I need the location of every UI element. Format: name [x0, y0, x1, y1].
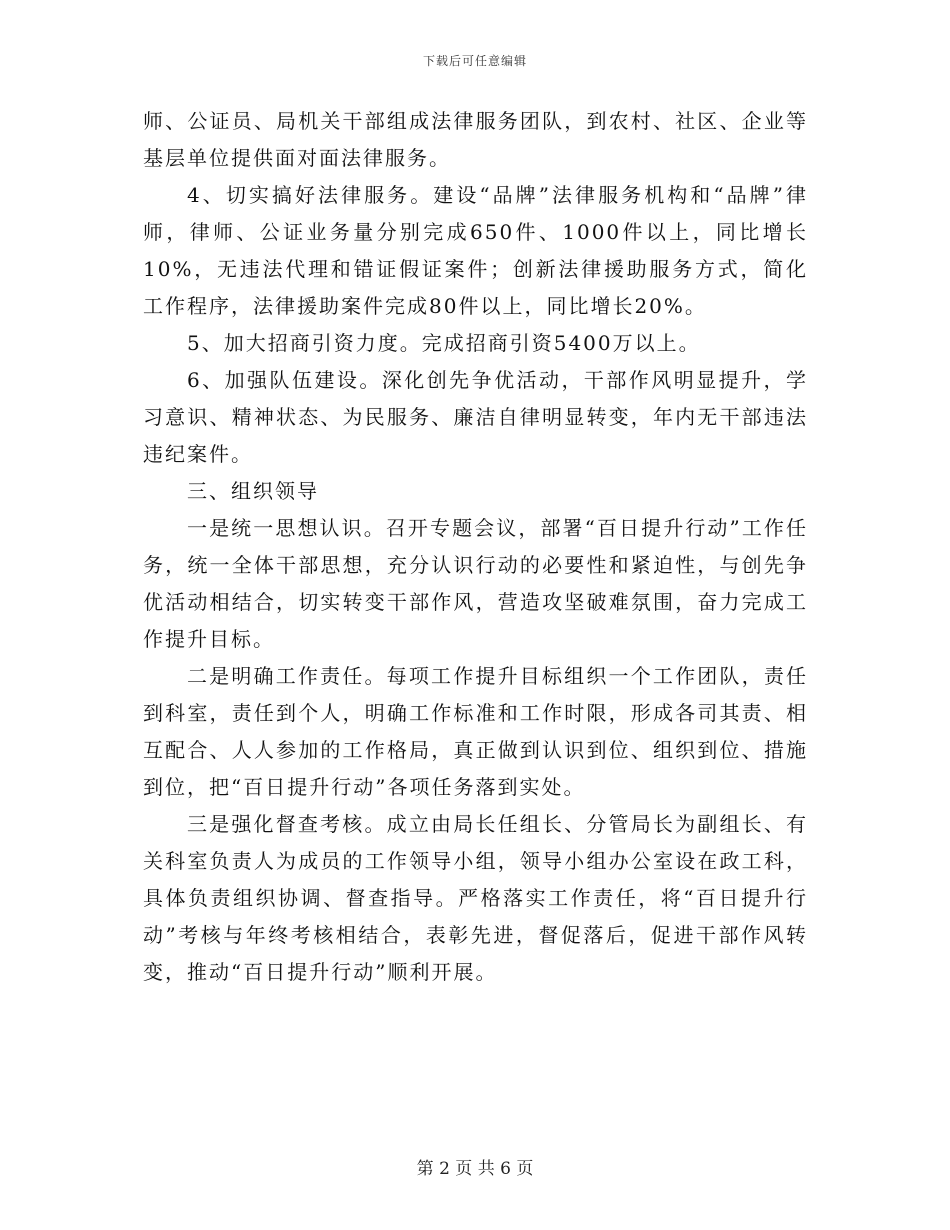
- paragraph-6: 一是统一思想认识。召开专题会议，部署“百日提升行动”工作任务，统一全体干部思想，充分认识行动的必要性和紧迫性，与创先争优活动相结合，切实转变干部作风，营造攻坚破难氛围，奋力完成工作提升目标。: [143, 516, 808, 651]
- paragraph-7: 二是明确工作责任。每项工作提升目标组织一个工作团队，责任到科室，责任到个人，明确工作标准和工作时限，形成各司其责、相互配合、人人参加的工作格局，真正做到认识到位、组织到位、措施到位，把“百日提升行动”各项任务落到实处。: [143, 664, 808, 799]
- paragraph-1: 师、公证员、局机关干部组成法律服务团队，到农村、社区、企业等基层单位提供面对面法律服务。: [143, 109, 808, 170]
- page-number: 第 2 页 共 6 页: [416, 1159, 534, 1179]
- document-body: [143, 103, 808, 991]
- paragraph-3: 5、加大招商引资力度。完成招商引资5400万以上。: [187, 331, 701, 355]
- paragraph-2: 4、切实搞好法律服务。建设“品牌”法律服务机构和“品牌”律师，律师、公证业务量分别完成650件、1000件以上，同比增长10%，无违法代理和错证假证案件；创新法律援助服务方式，简化工作程序，法律援助案件完成80件以上，同比增长20%。: [143, 183, 808, 318]
- header-note: 下载后可任意编辑: [422, 54, 527, 68]
- section-heading: 三、组织领导: [187, 479, 319, 503]
- paragraph-4: 6、加强队伍建设。深化创先争优活动，干部作风明显提升，学习意识、精神状态、为民服务、廉洁自律明显转变，年内无干部违法违纪案件。: [143, 368, 808, 466]
- paragraph-8: 三是强化督查考核。成立由局长任组长、分管局长为副组长、有关科室负责人为成员的工作领导小组，领导小组办公室设在政工科，具体负责组织协调、督查指导。严格落实工作责任，将“百日提升行动”考核与年终考核相结合，表彰先进，督促落后，促进干部作风转变，推动“百日提升行动”顺利开展。: [143, 812, 808, 984]
